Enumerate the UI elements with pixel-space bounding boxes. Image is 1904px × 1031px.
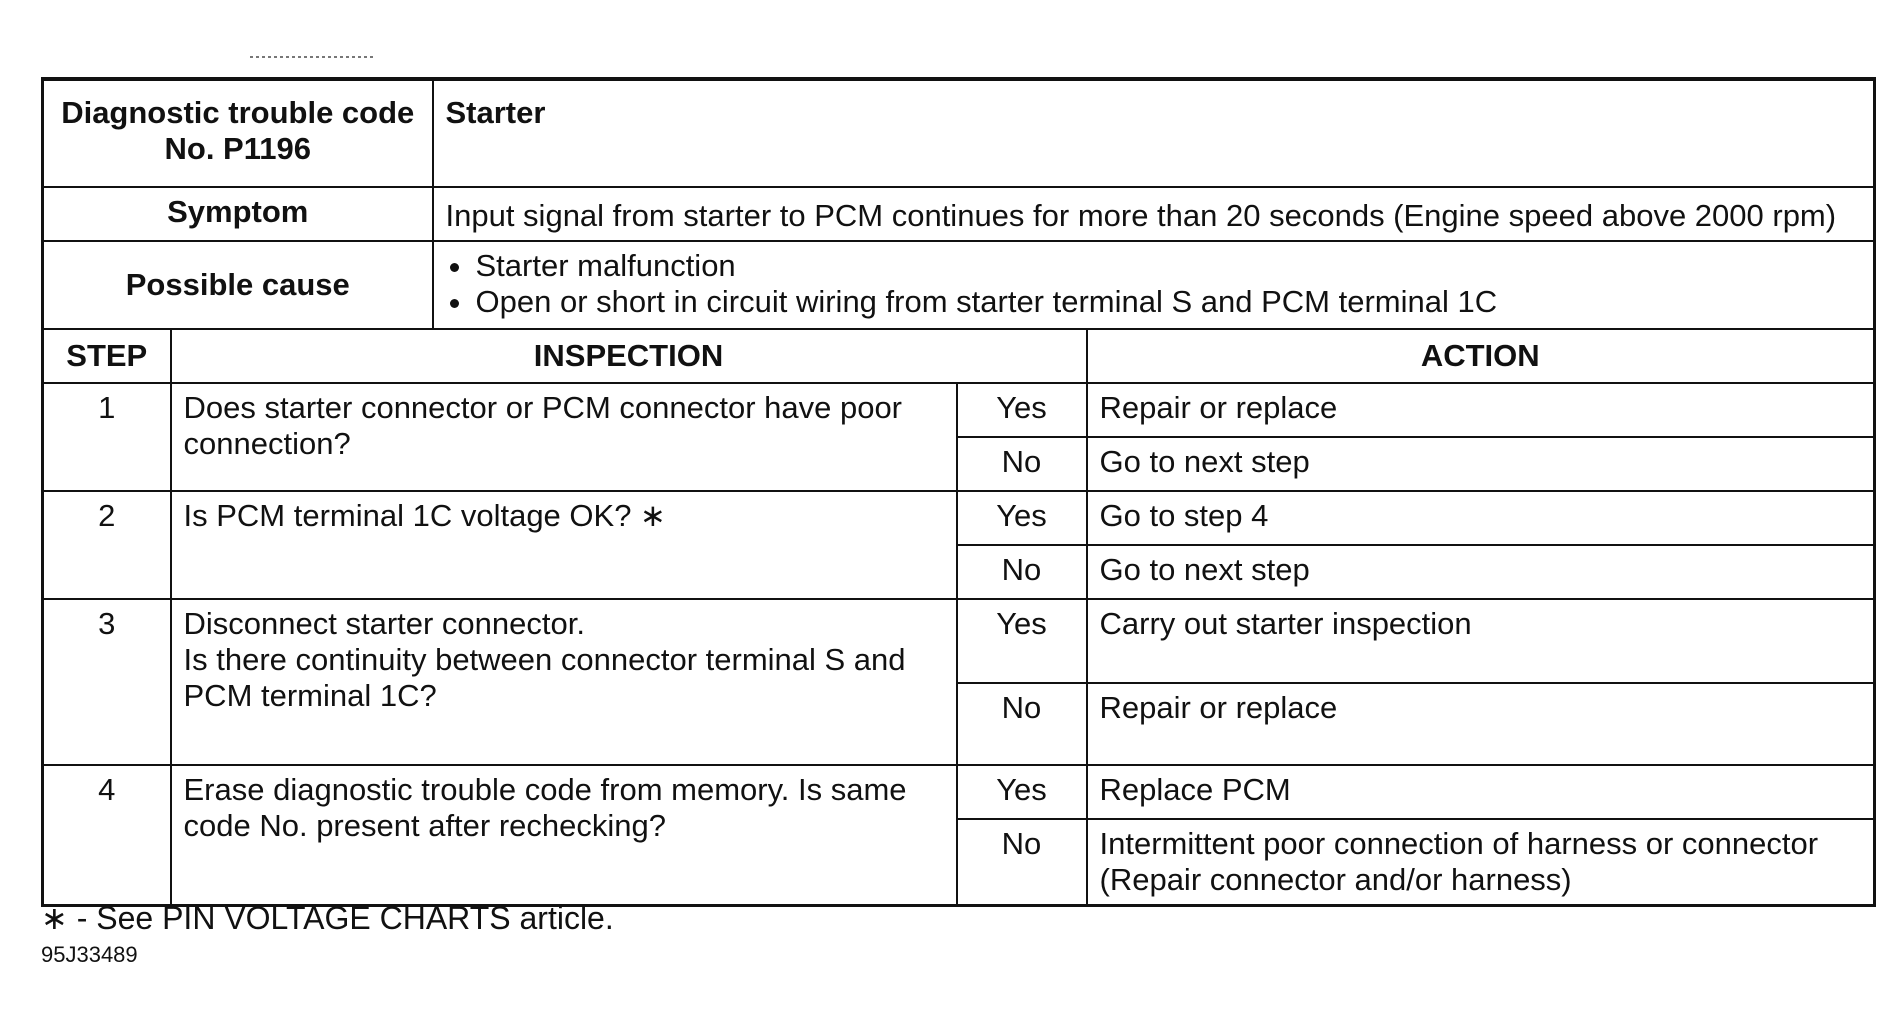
column-header-step: STEP (43, 329, 171, 383)
action-no: Go to next step (1087, 437, 1875, 491)
dtc-row (43, 79, 1875, 187)
dtc-value: Starter (433, 79, 1875, 187)
column-header-row (43, 329, 1875, 383)
answer-no: No (957, 683, 1087, 765)
symptom-label: Symptom (43, 187, 433, 241)
step-number: 3 (43, 599, 171, 765)
cause-item: Starter malfunction (446, 248, 1862, 284)
table-row (43, 491, 1875, 545)
figure-id: 95J33489 (41, 942, 138, 967)
action-yes: Repair or replace (1087, 383, 1875, 437)
symptom-row (43, 187, 1875, 241)
action-no: Intermittent poor connection of harness or connector (Repair connector and/or harness) (1087, 819, 1875, 906)
step-inspection: Disconnect starter connector. Is there continuity between connector terminal S and PCM terminal 1C? (171, 599, 957, 765)
cause-row (43, 241, 1875, 329)
scan-artifact-mark (250, 56, 374, 58)
answer-no: No (957, 437, 1087, 491)
action-no: Repair or replace (1087, 683, 1875, 765)
action-yes: Replace PCM (1087, 765, 1875, 819)
footnote: ∗ - See PIN VOLTAGE CHARTS article. (41, 900, 614, 936)
table-row (43, 383, 1875, 437)
step-number: 1 (43, 383, 171, 491)
cause-item: Open or short in circuit wiring from starter terminal S and PCM terminal 1C (446, 284, 1862, 320)
action-yes: Go to step 4 (1087, 491, 1875, 545)
cause-list (446, 248, 1862, 320)
answer-yes: Yes (957, 599, 1087, 683)
column-header-inspection: INSPECTION (171, 329, 1087, 383)
diagnostic-table-container (41, 77, 1876, 907)
cause-label: Possible cause (43, 241, 433, 329)
diagnostic-table (41, 77, 1876, 907)
step-inspection: Does starter connector or PCM connector have poor connection? (171, 383, 957, 491)
answer-yes: Yes (957, 765, 1087, 819)
answer-no: No (957, 819, 1087, 906)
step-number: 2 (43, 491, 171, 599)
column-header-action: ACTION (1087, 329, 1875, 383)
cause-value (433, 241, 1875, 329)
table-row (43, 765, 1875, 819)
symptom-value: Input signal from starter to PCM continues for more than 20 seconds (Engine speed above 2000 rpm) (433, 187, 1875, 241)
action-yes: Carry out starter inspection (1087, 599, 1875, 683)
step-inspection: Erase diagnostic trouble code from memory. Is same code No. present after rechecking? (171, 765, 957, 906)
answer-no: No (957, 545, 1087, 599)
dtc-label: Diagnostic trouble code No. P1196 (43, 79, 433, 187)
answer-yes: Yes (957, 383, 1087, 437)
step-number: 4 (43, 765, 171, 906)
table-row (43, 599, 1875, 683)
answer-yes: Yes (957, 491, 1087, 545)
step-inspection: Is PCM terminal 1C voltage OK? ∗ (171, 491, 957, 599)
action-no: Go to next step (1087, 545, 1875, 599)
